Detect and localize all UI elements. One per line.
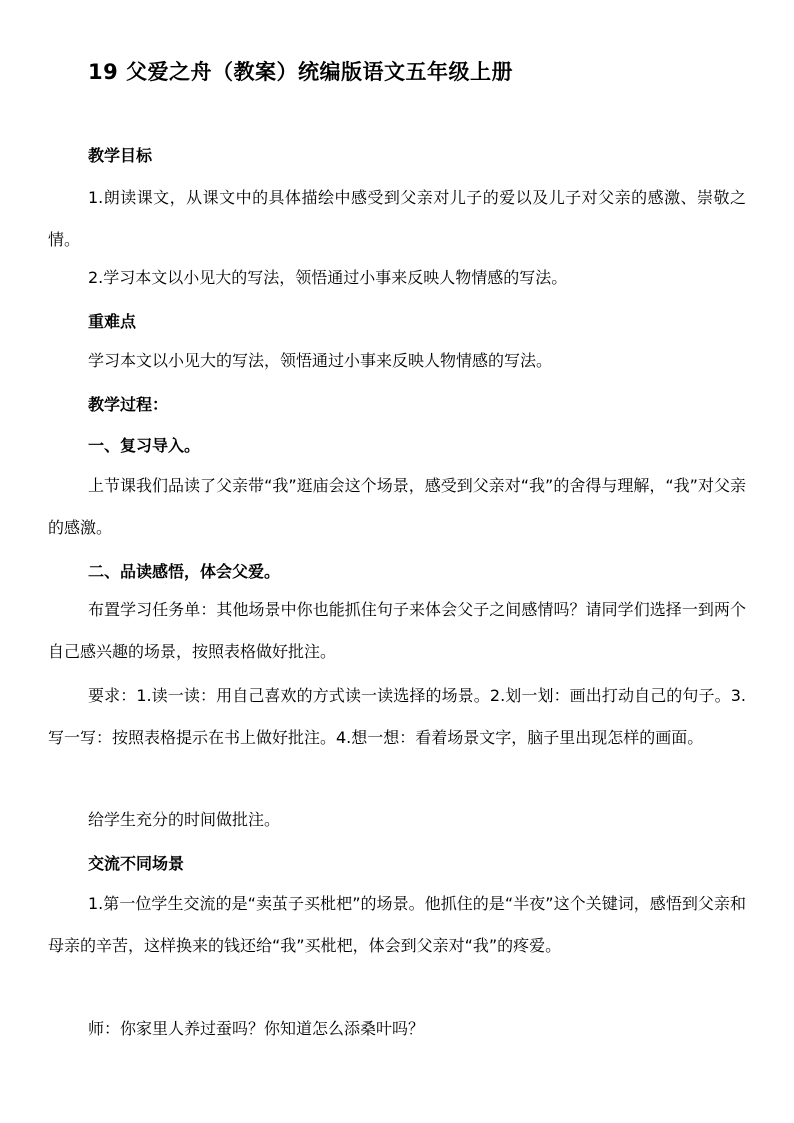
teacher-question-paragraph: 师：你家里人养过蚕吗？你知道怎么添桑叶吗？	[88, 1019, 425, 1038]
exchange-1-paragraph: 1.第一位学生交流的是“卖茧子买枇杷”的场景。他抓住的是“半夜”这个关键词，感悟到父亲和母亲的辛苦，这样换来的钱还给“我”买枇杷，体会到父亲对“我”的疼爱。	[48, 894, 746, 955]
document-title: 19 父爱之舟（教案）统编版语文五年级上册	[88, 60, 514, 84]
step-1-heading: 一、复习导入。	[88, 436, 201, 455]
task-paragraph: 布置学习任务单：其他场景中你也能抓住句子来体会父子之间感情吗？请同学们选择一到两个自己感兴趣的场景，按照表格做好批注。	[48, 600, 746, 661]
step-2-heading: 二、品读感悟，体会父爱。	[88, 562, 281, 581]
goals-heading: 教学目标	[88, 146, 153, 165]
key-points-heading: 重难点	[88, 312, 137, 331]
requirements-paragraph: 要求：1.读一读：用自己喜欢的方式读一读选择的场景。2.划一划：画出打动自己的句子。3.写一写：按照表格提示在书上做好批注。4.想一想：看着场景文字，脑子里出现怎样的画面。	[48, 686, 746, 747]
goal-1-paragraph: 1.朗读课文，从课文中的具体描绘中感受到父亲对儿子的爱以及儿子对父亲的感激、崇敬之情。	[48, 188, 746, 249]
step-1-paragraph: 上节课我们品读了父亲带“我”逛庙会这个场景，感受到父亲对“我”的舍得与理解，“我”对父亲的感激。	[48, 476, 746, 537]
goal-2-paragraph: 2.学习本文以小见大的写法，领悟通过小事来反映人物情感的写法。	[88, 268, 568, 287]
exchange-heading: 交流不同场景	[88, 854, 185, 873]
process-heading: 教学过程：	[88, 395, 169, 414]
time-paragraph: 给学生充分的时间做批注。	[88, 810, 281, 829]
key-points-paragraph: 学习本文以小见大的写法，领悟通过小事来反映人物情感的写法。	[88, 351, 553, 370]
